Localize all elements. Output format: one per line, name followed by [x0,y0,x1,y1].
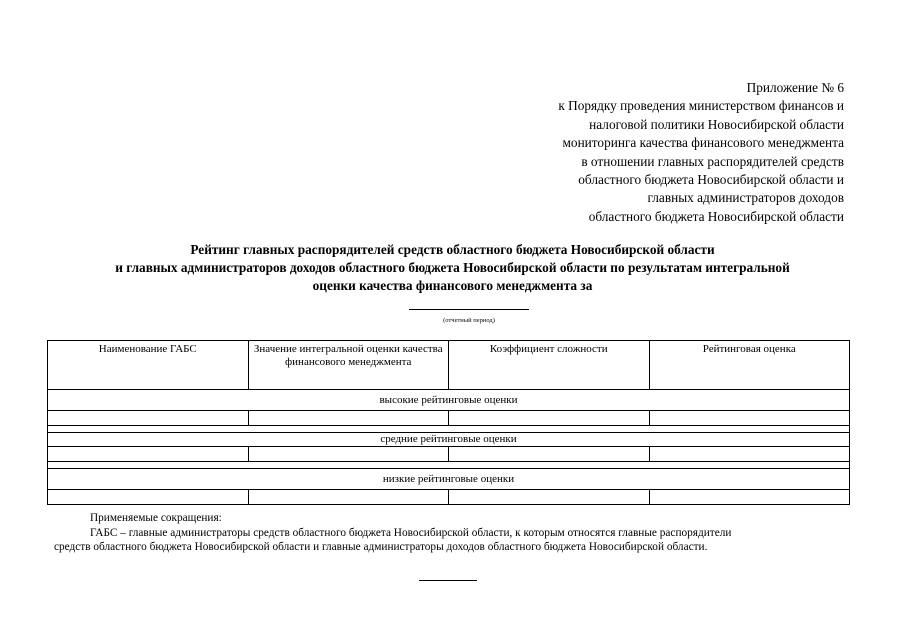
table-cell [48,447,249,462]
abbreviations-section [47,511,857,555]
header-gabs-name: Наименование ГАБС [48,341,249,390]
table-cell [649,447,850,462]
title-line: и главных администраторов доходов областного бюджета Новосибирской области по результатам интегральной [115,260,790,275]
group-label: средние рейтинговые оценки [48,433,850,447]
group-row-high [48,390,850,411]
abbreviation-definition-line: средств областного бюджета Новосибирской области и главные администраторы доходов областного бюджета Новосибирской области. [54,541,708,553]
appendix-line: мониторинга качества финансового менеджмента [562,135,844,151]
table-cell [48,411,249,426]
appendix-line: в отношении главных распорядителей средств [581,153,844,169]
table-row [48,426,850,433]
appendix-line: главных администраторов доходов [647,190,844,206]
table-cell [649,490,850,505]
table-cell [449,411,650,426]
group-label: высокие рейтинговые оценки [48,390,850,411]
appendix-line: областного бюджета Новосибирской области и [578,172,844,188]
document-title [40,241,865,295]
period-hint: (отчетный период) [443,317,495,324]
title-line: оценки качества финансового менеджмента за [312,278,593,293]
appendix-line: Приложение № 6 [746,80,844,95]
end-divider [419,580,477,581]
appendix-line: к Порядку проведения министерством финансов и [558,98,844,114]
appendix-line: областного бюджета Новосибирской области [588,208,844,224]
header-rating-score: Рейтинговая оценка [649,341,850,390]
table-cell [248,411,449,426]
table-cell [649,411,850,426]
rating-table [47,340,850,505]
table-header-row [48,341,850,390]
group-row-low [48,469,850,490]
group-label: низкие рейтинговые оценки [48,469,850,490]
table-cell [48,426,850,433]
table-row [48,490,850,505]
title-line: Рейтинг главных распорядителей средств областного бюджета Новосибирской области [190,242,715,257]
table-row [48,411,850,426]
period-input-line [409,309,529,310]
table-cell [48,490,249,505]
abbreviation-definition-line: ГАБС – главные администраторы средств областного бюджета Новосибирской области, к которым относятся главные распорядители [90,526,732,539]
appendix-line: налоговой политики Новосибирской области [589,116,844,132]
table-cell [48,462,850,469]
header-integral-score: Значение интегральной оценки качества финансового менеджмента [248,341,449,390]
table-cell [449,447,650,462]
table-cell [248,447,449,462]
group-row-medium [48,433,850,447]
table-cell [248,490,449,505]
table-row [48,462,850,469]
appendix-header [558,79,844,226]
table-cell [449,490,650,505]
table-row [48,447,850,462]
abbreviations-heading: Применяемые сокращения: [90,512,222,524]
header-complexity-coefficient: Коэффициент сложности [449,341,650,390]
